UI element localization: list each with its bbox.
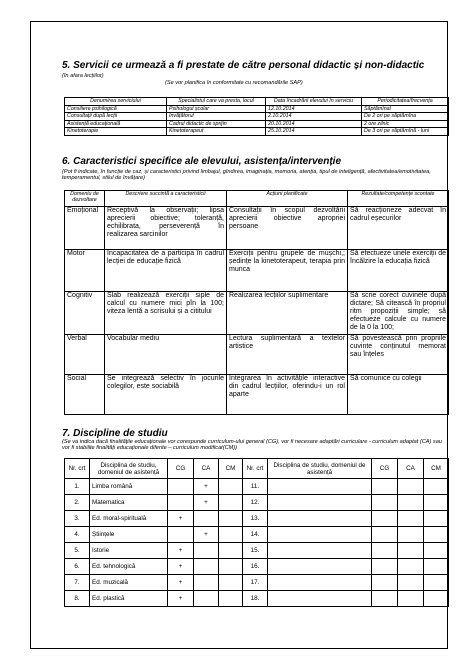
table-header-row xyxy=(65,98,449,106)
table-cell xyxy=(424,543,449,559)
table-cell xyxy=(372,511,398,527)
table-cell: Asistență educațională xyxy=(65,120,167,128)
table-cell xyxy=(398,527,424,543)
table-cell: Realizarea lecțiilor suplimentare xyxy=(227,292,348,335)
table-row xyxy=(65,479,449,495)
table-cell: Se integrează selectiv în jocurile colegilor, este sociabilă xyxy=(105,375,227,415)
table-row xyxy=(65,591,449,607)
table-cell xyxy=(398,559,424,575)
table-cell: Kinetoterapie xyxy=(65,128,167,136)
table-cell xyxy=(398,479,424,495)
table-cell xyxy=(372,543,398,559)
table-cell: + xyxy=(168,511,194,527)
table-cell: Limba română xyxy=(90,479,168,495)
table-cell xyxy=(219,495,243,511)
table-row xyxy=(65,495,449,511)
table-cell xyxy=(372,591,398,607)
table-cell: Învățătorul xyxy=(167,113,266,121)
table-cell xyxy=(268,575,372,591)
column-header: Disciplina de studiu, domeniul de asistență xyxy=(90,459,168,479)
table-cell: Receptivă la observații; lipsa aprecierii obiective; toleranță, echilibrata, perseverență în realizarea sarcinilor xyxy=(105,207,227,250)
table-cell: 13. xyxy=(243,511,268,527)
table-cell: Ed. muzicală xyxy=(90,575,168,591)
table-cell: Verbal xyxy=(65,335,105,375)
table-cell xyxy=(219,527,243,543)
table-cell: 6. xyxy=(65,559,90,575)
column-header: CG xyxy=(372,459,398,479)
table-cell: + xyxy=(168,591,194,607)
table-cell xyxy=(268,543,372,559)
section6-title: 6. Caracteristici specifice ale elevului, asistența/intervenție xyxy=(62,156,342,167)
table-cell: Consultații după lecții xyxy=(65,113,167,121)
table-cell xyxy=(398,495,424,511)
table-cell xyxy=(424,511,449,527)
table-cell xyxy=(194,591,219,607)
table-cell: 15. xyxy=(243,543,268,559)
table-cell: De 2 ori pe săptămîna xyxy=(362,113,449,121)
table-cell: 5. xyxy=(65,543,90,559)
table-cell: Istorie xyxy=(90,543,168,559)
table-cell xyxy=(268,495,372,511)
column-header: Nr. crt xyxy=(243,459,268,479)
table-cell: Motor xyxy=(65,250,105,292)
table-row xyxy=(65,113,449,121)
table-row xyxy=(65,105,449,113)
table-cell: Consultații în scopul dezvoltării aprecierii obiective apropriei persoane xyxy=(227,207,348,250)
column-header: Periodicitatea/frecvența xyxy=(362,98,449,106)
column-header: CM xyxy=(219,459,243,479)
table-cell xyxy=(424,591,449,607)
table-cell xyxy=(268,559,372,575)
table-cell xyxy=(372,559,398,575)
table-cell: 11. xyxy=(243,479,268,495)
column-header: Rezultate/competențe scontate xyxy=(348,191,449,207)
table-cell: Consiliere psihilogică xyxy=(65,105,167,113)
table-cell xyxy=(268,479,372,495)
table-cell: 18. xyxy=(243,591,268,607)
table-cell: 20.10.2014 xyxy=(266,120,362,128)
table-cell: Cognitiv xyxy=(65,292,105,335)
table-row xyxy=(65,250,449,292)
table-row xyxy=(65,543,449,559)
table-cell xyxy=(219,591,243,607)
table-cell: 14. xyxy=(243,527,268,543)
column-header: CM xyxy=(424,459,449,479)
table-row xyxy=(65,559,449,575)
column-header: CA xyxy=(398,459,424,479)
table-cell xyxy=(268,527,372,543)
table-cell: 12.10.2014 xyxy=(266,105,362,113)
table-cell xyxy=(398,575,424,591)
table-cell: Științele xyxy=(90,527,168,543)
table-cell: Să comunice cu colegii xyxy=(348,375,449,415)
table-cell xyxy=(168,527,194,543)
table-cell: Să povestească prin propriile cuvinte conținutul memorat sau înțeles xyxy=(348,335,449,375)
table-cell: 4. xyxy=(65,527,90,543)
table-cell: + xyxy=(168,559,194,575)
table-row xyxy=(65,527,449,543)
column-header: Nr. crt xyxy=(65,459,90,479)
table-cell: + xyxy=(194,479,219,495)
table-cell: + xyxy=(168,575,194,591)
table-cell xyxy=(168,495,194,511)
table-cell: 3. xyxy=(65,511,90,527)
table-cell: Ed. plastică xyxy=(90,591,168,607)
table-row xyxy=(65,207,449,250)
section5-note-sap: (Se vor planifica în conformitate cu recomandările SAP) xyxy=(165,80,303,86)
table-cell xyxy=(424,495,449,511)
table-cell: 8. xyxy=(65,591,90,607)
table-cell xyxy=(372,479,398,495)
table-cell xyxy=(268,511,372,527)
disciplines-table xyxy=(64,458,449,607)
table-cell: Kinetoterapeut xyxy=(167,128,266,136)
column-header: CA xyxy=(194,459,219,479)
table-cell: Emoțional xyxy=(65,207,105,250)
table-cell xyxy=(398,591,424,607)
column-header: Domeniu de dezvoltare xyxy=(65,191,105,207)
table-cell xyxy=(424,575,449,591)
column-header: Data încadrării elevului în serviciu xyxy=(266,98,362,106)
table-cell xyxy=(268,591,372,607)
table-cell: Să scrie corect cuvinele după dictare; Să citească în propriul ritm propoziții simple; să efectueze calcule cu numere de la 0 la 100; xyxy=(348,292,449,335)
table-cell: De 3 ori pe săptămînă - luni xyxy=(362,128,449,136)
table-cell xyxy=(168,479,194,495)
section5-title: 5. Servicii ce urmează a fi prestate de către personal didactic și non-didactic xyxy=(62,60,425,71)
table-cell: Incapacitatea de a participa în cadrul lecției de educație fizică xyxy=(105,250,227,292)
column-header: Specialistul care va presta, locul xyxy=(167,98,266,106)
table-cell: 12. xyxy=(243,495,268,511)
table-cell: Să reacționeze adecvat în cadrul eșecurilor xyxy=(348,207,449,250)
table-row xyxy=(65,335,449,375)
table-cell: 25.10.2014 xyxy=(266,128,362,136)
table-cell: Să efectueze unele exerciții de încălzire la educația fizică xyxy=(348,250,449,292)
table-cell: + xyxy=(168,543,194,559)
table-cell: Psihologul școlar xyxy=(167,105,266,113)
table-cell xyxy=(219,479,243,495)
column-header: Disciplina de studiu, domeniul de asistență xyxy=(268,459,372,479)
table-cell: 2. xyxy=(65,495,90,511)
table-cell xyxy=(194,511,219,527)
table-cell: 17. xyxy=(243,575,268,591)
table-cell: Lectura suplimentară a textelor artistice xyxy=(227,335,348,375)
table-cell xyxy=(219,543,243,559)
table-cell xyxy=(398,543,424,559)
column-header: Denumirea serviciului xyxy=(65,98,167,106)
table-cell: Săptămînal xyxy=(362,105,449,113)
table-cell xyxy=(194,575,219,591)
table-cell: Exerciții pentru grupele de mușchi,; ședințe la kinetoterapeut, terapia prin munca xyxy=(227,250,348,292)
table-row xyxy=(65,128,449,136)
table-cell xyxy=(424,559,449,575)
table-cell: 16. xyxy=(243,559,268,575)
column-header: Descriere succintă a caracteristicii xyxy=(105,191,227,207)
table-cell xyxy=(219,559,243,575)
table-cell: 1. xyxy=(65,479,90,495)
column-header: Acțiuni planificate xyxy=(227,191,348,207)
table-row xyxy=(65,511,449,527)
section5-note: (în afara lecțiilor) xyxy=(62,73,104,79)
table-cell xyxy=(424,527,449,543)
table-row xyxy=(65,120,449,128)
table-row xyxy=(65,292,449,335)
section7-title: 7. Discipline de studiu xyxy=(62,428,168,439)
table-cell xyxy=(398,511,424,527)
table-cell xyxy=(219,575,243,591)
table-cell: 2 ore zilnic xyxy=(362,120,449,128)
table-cell xyxy=(219,511,243,527)
table-cell xyxy=(372,495,398,511)
table-cell: Vocabular mediu xyxy=(105,335,227,375)
table-cell xyxy=(372,527,398,543)
services-table xyxy=(64,97,449,136)
table-cell: Cadrul didactic de sprijin xyxy=(167,120,266,128)
table-cell: + xyxy=(194,495,219,511)
table-cell: Social xyxy=(65,375,105,415)
section6-note: (Pot fi indicate, în funcție de caz, și caracteristici privind limbajul, gîndirea, imaginația, memoria, atenția, tipul de inteligență, afectivitatea/emotivitatea, temperamentul, stilul de învățare) xyxy=(62,169,431,182)
table-cell: 7. xyxy=(65,575,90,591)
characteristics-table xyxy=(64,190,449,415)
section7-note: (Se va indica dacă finalitățile educaționale vor corespunde curriculum-ului general (CG), vor fi necesare adaptări curriculare - curriculum adaptat (CA) sau vor fi stabilite finalități educaționale diferite – curriculum modificat(CM)) xyxy=(62,439,442,452)
table-header-row xyxy=(65,459,449,479)
table-cell: 2.10.2014 xyxy=(266,113,362,121)
table-cell: Ed. moral-spirituală xyxy=(90,511,168,527)
table-cell: Ed. tehnologică xyxy=(90,559,168,575)
table-cell xyxy=(424,479,449,495)
table-row xyxy=(65,575,449,591)
table-cell: Matematica xyxy=(90,495,168,511)
table-row xyxy=(65,375,449,415)
table-cell xyxy=(194,559,219,575)
column-header: CG xyxy=(168,459,194,479)
table-cell: Slab realizează exerciții siple de calcul cu numere mici pîn la 100; viteza lentă a scrisului și a cititului xyxy=(105,292,227,335)
table-header-row xyxy=(65,191,449,207)
table-cell xyxy=(372,575,398,591)
table-cell xyxy=(194,543,219,559)
table-cell: Integrarea în activitățile interactive din cadrul lecțiilor, oferindu-i un rol aparte xyxy=(227,375,348,415)
table-cell: + xyxy=(194,527,219,543)
